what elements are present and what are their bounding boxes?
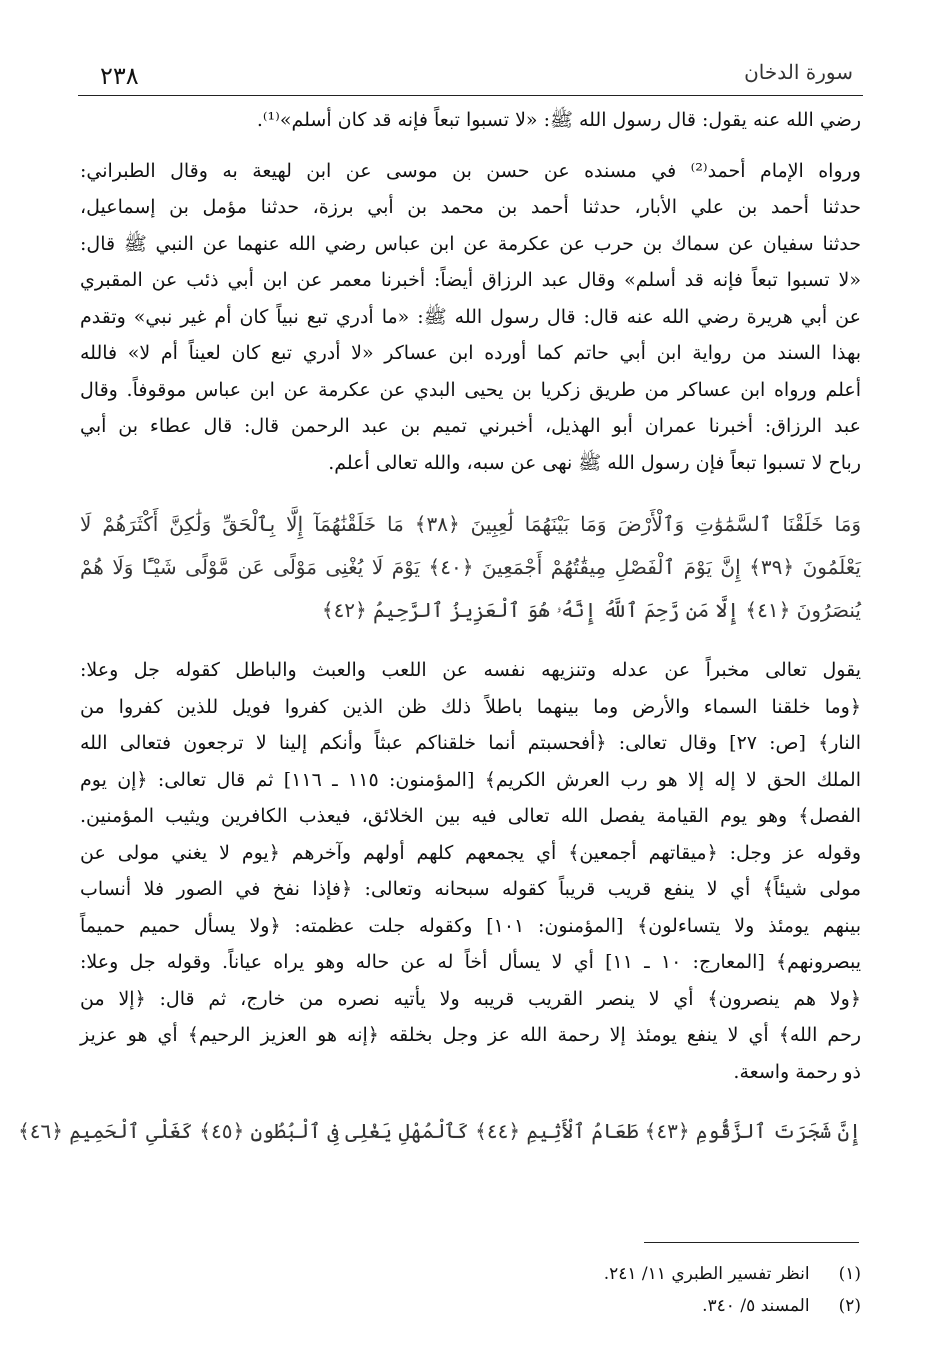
footnote-text: انظر تفسير الطبري ١١/ ٢٤١. xyxy=(603,1264,810,1284)
text-line: رحم الله﴾ أي لا ينفع يومئذ إلا رحمة الله عز وجل بخلقه ﴿إنه هو العزيز الرحيم﴾ أي هو عزيز xyxy=(80,1024,861,1046)
verse-line: وَمَا خَلَقْنَا ٱلسَّمَٰوَٰتِ وَٱلْأَرْضَ وَمَا بَيْنَهُمَا لَٰعِبِينَ ﴿٣٨﴾ مَا خَلَقْنَٰهُمَآ إِلَّا بِٱلْحَقِّ وَلَٰكِنَّ أَكْثَرَهُمْ لَا xyxy=(80,512,861,536)
page-body xyxy=(18,102,862,1153)
text-line: ذو رحمة واسعة. xyxy=(733,1060,861,1083)
text-line: ﴿ولا هم ينصرون﴾ أي لا ينصر القريب قريبه ولا يأتيه نصره من خارج، ثم قال: ﴿إلا من xyxy=(80,987,861,1010)
text-line: يبصرونهم﴾ [المعارج: ١٠ ـ ١١] أي لا يسأل أخاً له عن حاله وهو يراه عياناً. وقوله جل وعلا: xyxy=(80,951,861,973)
text-line: عن أبي هريرة رضي الله عنه قال: قال رسول الله ﷺ: «ما أدري تبع نبياً كان أم غير نبي» وتقدم xyxy=(80,305,861,328)
page-number: ٢٣٨ xyxy=(100,62,139,90)
text-line: الفصل﴾ وهو يوم القيامة يفصل الله تعالى فيه بين الخلائق، فيعذب الكافرين ويثيب المؤمنين. xyxy=(80,805,861,827)
text-line: مولى شيئاً﴾ أي لا ينفع قريب قريباً كقوله سبحانه وتعالى: ﴿فإذا نفخ في الصور فلا أنساب xyxy=(80,878,862,900)
footnote xyxy=(604,1290,861,1322)
footnotes xyxy=(604,1258,861,1322)
text-line: الملك الحق لا إله إلا هو رب العرش الكريم﴾ [المؤمنون: ١١٥ ـ ١١٦] ثم قال تعالى: ﴿إن يوم xyxy=(80,768,861,791)
paragraph xyxy=(80,153,861,482)
text-line: عبد الرزاق: أخبرنا عمران أبو الهذيل، أخبرني تميم بن عبد الرحمن قال: قال عطاء بن أبي xyxy=(80,415,861,437)
footnote-text: المسند ٥/ ٣٤٠. xyxy=(702,1296,810,1316)
text-line: يقول تعالى مخبراً عن عدله وتنزيهه نفسه عن اللعب والعبث والباطل كقوله جل وعلا: xyxy=(80,659,861,681)
paragraph xyxy=(80,102,861,139)
text-line: رضي الله عنه يقول: قال رسول الله ﷺ: «لا تسبوا تبعاً فإنه قد كان أسلم»⁽¹⁾. xyxy=(256,109,861,131)
text-line: ﴿وما خلقنا السماء والأرض وما بينهما باطلاً ذلك ظن الذين كفروا فويل للذين كفروا من xyxy=(80,695,861,718)
text-line: حدثنا سفيان عن سماك بن حرب عن عكرمة عن ابن عباس رضي الله عنهما عن النبي ﷺ قال: xyxy=(80,232,861,255)
quran-verses xyxy=(18,1110,861,1153)
verse-line: يُنصَرُونَ ﴿٤١﴾ إِلَّا مَن رَّحِمَ ٱللَّهُ إِنَّهُۥ هُوَ ٱلْعَزِيزُ ٱلرَّحِيمُ ﴿٤٢﴾ xyxy=(321,598,861,622)
footnote-rule xyxy=(644,1242,859,1243)
verse-line: إِنَّ شَجَرَتَ ٱلزَّقُّومِ ﴿٤٣﴾ طَعَامُ ٱلْأَثِيمِ ﴿٤٤﴾ كَٱلْمُهْلِ يَغْلِى فِى ٱلْبُطُونِ ﴿٤٥﴾ كَغَلْىِ ٱلْحَمِيمِ ﴿٤٦﴾ xyxy=(18,1119,861,1143)
text-line: وقوله عز وجل: ﴿ميقاتهم أجمعين﴾ أي يجمعهم كلهم أولهم وآخرهم ﴿يوم لا يغني مولى عن xyxy=(80,841,861,864)
footnote-number: (١) xyxy=(838,1264,861,1284)
verse-line: يَعْلَمُونَ ﴿٣٩﴾ إِنَّ يَوْمَ ٱلْفَصْلِ مِيقَٰتُهُمْ أَجْمَعِينَ ﴿٤٠﴾ يَوْمَ لَا يُغْنِى مَوْلًى عَن مَّوْلًى شَيْـًٔا وَلَا هُمْ xyxy=(80,555,861,579)
text-line: بهذا السند من رواية ابن أبي حاتم كما أورده ابن عساكر «لا أدري تبع كان لعيناً أم لا» فالله xyxy=(80,342,861,364)
text-line: «لا تسبوا تبعاً فإنه قد أسلم» وقال عبد الرزاق أيضاً: أخبرنا معمر عن ابن أبي ذئب عن المقبري xyxy=(80,269,861,291)
text-line: رباح لا تسبوا تبعاً فإن رسول الله ﷺ نهى عن سبه، والله تعالى أعلم. xyxy=(328,451,861,474)
footnote xyxy=(604,1258,861,1290)
text-line: النار﴾ [ص: ٢٧] وقال تعالى: ﴿أفحسبتم أنما خلقناكم عبثاً وأنكم إلينا لا ترجعون فتعالى الله xyxy=(80,732,861,754)
text-line: حدثنا أحمد بن علي الأبار، حدثنا أحمد بن محمد بن أبي برزة، حدثنا مؤمل بن إسماعيل، xyxy=(80,196,861,218)
tafsir-paragraph xyxy=(80,652,861,1090)
text-line: بينهم يومئذ ولا يتساءلون﴾ [المؤمنون: ١٠١] وكقوله جلت عظمته: ﴿ولا يسأل حميم حميماً xyxy=(80,914,861,937)
footnote-number: (٢) xyxy=(838,1296,861,1316)
surah-title: سورة الدخان xyxy=(744,60,853,84)
quran-verses xyxy=(80,503,861,632)
text-line: ورواه الإمام أحمد⁽²⁾ في مسنده عن حسن بن موسى عن ابن لهيعة به وقال الطبراني: xyxy=(80,159,861,182)
text-line: أعلم ورواه ابن عساكر من طريق زكريا بن يحيى البدي عن عكرمة عن ابن عباس موقوفاً. وقال xyxy=(80,378,861,401)
header-rule xyxy=(78,95,863,96)
